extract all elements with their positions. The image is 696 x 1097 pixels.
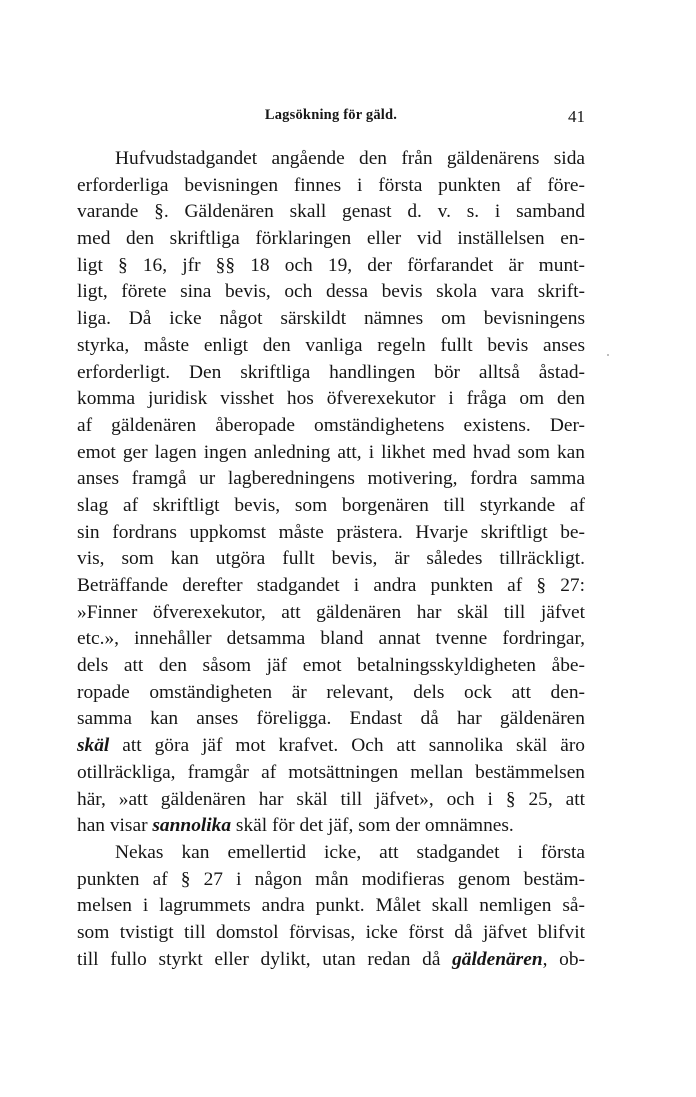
- text-line: liga. Då icke något särskildt nämnes om bevisningens: [77, 308, 585, 330]
- emphasized-word: sannolika: [152, 815, 232, 837]
- text-line: anses framgå ur lagberedningens motivering, fordra samma: [77, 468, 585, 490]
- text-line: ligt, förete sina bevis, och dessa bevis skola vara skrift-: [77, 281, 585, 303]
- text-line: Beträffande derefter stadgandet i andra punkten af § 27:: [77, 575, 585, 596]
- text-line: sin fordrans uppkomst måste prästera. Hvarje skriftligt be-: [77, 521, 585, 543]
- text-line: samma kan anses föreligga. Endast då har gäldenären: [77, 708, 585, 730]
- text-line: här, »att gäldenären har skäl till jäfvet», och i § 25, att: [77, 788, 585, 810]
- text-line: ligt § 16, jfr §§ 18 och 19, der förfarandet är munt-: [77, 254, 585, 276]
- text-line: melsen i lagrummets andra punkt. Målet skall nemligen så-: [77, 895, 585, 917]
- text-line: ropade omständigheten är relevant, dels ock att den-: [77, 681, 585, 703]
- text-line: [77, 733, 585, 760]
- text-line: erforderligt. Den skriftliga handlingen bör alltså åstad-: [77, 361, 585, 383]
- text-line: komma juridisk visshet hos öfverexekutor i fråga om den: [77, 388, 585, 410]
- text-line: punkten af § 27 i någon mån modifieras genom bestäm-: [77, 868, 585, 890]
- emphasized-word: skäl: [77, 735, 110, 757]
- text-line: dels att den såsom jäf emot betalningsskyldigheten åbe-: [77, 655, 585, 677]
- text-line: otillräckliga, framgår af motsättningen mellan bestämmelsen: [77, 761, 585, 783]
- line-segment: till fullo styrkt eller dylikt, utan redan då: [77, 948, 453, 970]
- emphasized-word: gäldenären: [452, 948, 543, 970]
- text-line: som tvistigt till domstol förvisas, icke först då jäfvet blifvit: [77, 921, 585, 943]
- text-line: etc.», innehåller detsamma bland annat tvenne fordringar,: [77, 628, 585, 650]
- line-segment: han visar: [77, 815, 153, 837]
- text-line: vis, som kan utgöra fullt bevis, är således tillräckligt.: [77, 548, 585, 570]
- text-line: varande §. Gäldenären skall genast d. v. s. i samband: [77, 201, 585, 223]
- text-line: »Finner öfverexekutor, att gäldenären har skäl till jäfvet: [77, 601, 585, 623]
- page-number: 41: [568, 107, 585, 126]
- line-segment: , ob-: [542, 948, 585, 970]
- text-line: erforderliga bevisningen finnes i första punkten af före-: [77, 174, 585, 196]
- line-segment: skäl för det jäf, som der omnämnes.: [231, 815, 514, 837]
- text-line: [77, 813, 585, 840]
- text-line: Hufvudstadgandet angående den från gäldenärens sida: [115, 148, 585, 169]
- text-line: styrka, måste enligt den vanliga regeln fullt bevis anses: [77, 334, 585, 356]
- text-line: af gäldenären åberopade omständighetens existens. Der-: [77, 414, 585, 436]
- body-text: [77, 146, 585, 973]
- text-line: slag af skriftligt bevis, som borgenären till styrkande af: [77, 494, 585, 516]
- text-line: emot ger lagen ingen anledning att, i likhet med hvad som kan: [77, 441, 585, 463]
- text-line: [77, 947, 585, 974]
- paper-speck: [607, 354, 609, 356]
- running-title: Lagsökning för gäld.: [264, 107, 398, 123]
- running-header: [77, 107, 585, 129]
- text-line: med den skriftliga förklaringen eller vid inställelsen en-: [77, 228, 585, 250]
- line-segment: att göra jäf mot krafvet. Och att sannolika skäl äro: [109, 735, 585, 757]
- text-line: Nekas kan emellertid icke, att stadgandet i första: [115, 841, 585, 863]
